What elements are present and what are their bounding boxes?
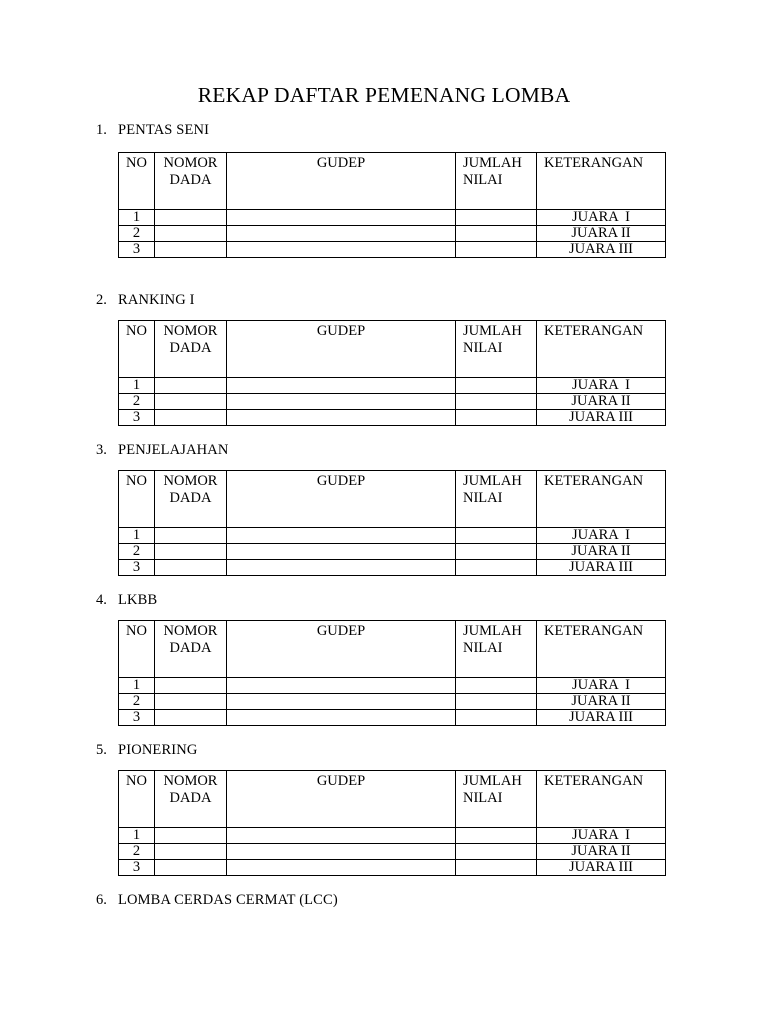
section-number: 5. (96, 742, 107, 758)
row-cell-gudep[interactable] (227, 844, 456, 860)
section-heading (0, 890, 768, 910)
row-cell-jumlah-nilai[interactable] (456, 844, 537, 860)
section-heading (0, 740, 768, 760)
row-cell-jumlah-nilai[interactable] (456, 410, 537, 426)
row-cell-gudep[interactable] (227, 678, 456, 694)
table-header-no: NO (119, 771, 155, 828)
table-header-nomor-dada: NOMOR DADA (155, 771, 227, 828)
row-cell-keterangan: JUARA I (537, 528, 666, 544)
section-label: PENTAS SENI (118, 122, 210, 138)
table-header-jumlah-nilai: JUMLAH NILAI (456, 771, 537, 828)
table-row (119, 378, 666, 394)
table-header-jumlah-nilai: JUMLAH NILAI (456, 321, 537, 378)
row-cell-jumlah-nilai[interactable] (456, 828, 537, 844)
section-number: 3. (96, 442, 107, 458)
row-cell-keterangan: JUARA III (537, 410, 666, 426)
section-2 (0, 290, 768, 425)
row-cell-keterangan: JUARA III (537, 560, 666, 576)
table-row (119, 860, 666, 876)
row-cell-nomor-dada[interactable] (155, 560, 227, 576)
table-row (119, 844, 666, 860)
table-row (119, 678, 666, 694)
row-cell-no: 3 (119, 710, 155, 726)
row-cell-jumlah-nilai[interactable] (456, 528, 537, 544)
section-4 (0, 590, 768, 725)
row-cell-nomor-dada[interactable] (155, 410, 227, 426)
table-header-nomor-dada: NOMOR DADA (155, 153, 227, 210)
row-cell-jumlah-nilai[interactable] (456, 694, 537, 710)
table-row (119, 210, 666, 226)
row-cell-keterangan: JUARA III (537, 860, 666, 876)
section-3 (0, 440, 768, 575)
row-cell-no: 3 (119, 242, 155, 258)
row-cell-no: 2 (119, 226, 155, 242)
table-row (119, 410, 666, 426)
row-cell-nomor-dada[interactable] (155, 378, 227, 394)
row-cell-keterangan: JUARA III (537, 242, 666, 258)
row-cell-no: 1 (119, 828, 155, 844)
table-header-row (119, 621, 666, 678)
row-cell-nomor-dada[interactable] (155, 710, 227, 726)
table-row (119, 560, 666, 576)
table-header-row (119, 321, 666, 378)
row-cell-jumlah-nilai[interactable] (456, 378, 537, 394)
table-header-nomor-dada: NOMOR DADA (155, 621, 227, 678)
row-cell-no: 1 (119, 678, 155, 694)
section-label: LOMBA CERDAS CERMAT (LCC) (118, 892, 338, 908)
section-number: 4. (96, 592, 107, 608)
section-5 (0, 740, 768, 875)
row-cell-keterangan: JUARA II (537, 694, 666, 710)
table-row (119, 242, 666, 258)
table-header-jumlah-nilai: JUMLAH NILAI (456, 471, 537, 528)
row-cell-gudep[interactable] (227, 860, 456, 876)
table-row (119, 544, 666, 560)
row-cell-keterangan: JUARA I (537, 828, 666, 844)
table-row (119, 226, 666, 242)
table-header-nomor-dada: NOMOR DADA (155, 321, 227, 378)
table-header-keterangan: KETERANGAN (537, 771, 666, 828)
row-cell-gudep[interactable] (227, 410, 456, 426)
row-cell-jumlah-nilai[interactable] (456, 544, 537, 560)
table-row (119, 394, 666, 410)
row-cell-keterangan: JUARA III (537, 710, 666, 726)
table-header-keterangan: KETERANGAN (537, 621, 666, 678)
section-label: PIONERING (118, 742, 198, 758)
row-cell-no: 2 (119, 694, 155, 710)
row-cell-nomor-dada[interactable] (155, 694, 227, 710)
row-cell-no: 1 (119, 528, 155, 544)
row-cell-nomor-dada[interactable] (155, 226, 227, 242)
table-header-gudep: GUDEP (227, 471, 456, 528)
row-cell-gudep[interactable] (227, 560, 456, 576)
winners-table (118, 470, 666, 576)
row-cell-gudep[interactable] (227, 544, 456, 560)
section-number: 1. (96, 122, 107, 138)
row-cell-jumlah-nilai[interactable] (456, 242, 537, 258)
table-header-row (119, 771, 666, 828)
section-6 (0, 890, 768, 910)
table-header-gudep: GUDEP (227, 771, 456, 828)
row-cell-no: 1 (119, 378, 155, 394)
section-label: LKBB (118, 592, 158, 608)
row-cell-keterangan: JUARA I (537, 678, 666, 694)
row-cell-jumlah-nilai[interactable] (456, 560, 537, 576)
table-header-keterangan: KETERANGAN (537, 153, 666, 210)
row-cell-gudep[interactable] (227, 828, 456, 844)
row-cell-nomor-dada[interactable] (155, 394, 227, 410)
table-header-gudep: GUDEP (227, 321, 456, 378)
row-cell-no: 3 (119, 560, 155, 576)
row-cell-jumlah-nilai[interactable] (456, 678, 537, 694)
row-cell-gudep[interactable] (227, 242, 456, 258)
table-header-row (119, 471, 666, 528)
row-cell-gudep[interactable] (227, 694, 456, 710)
row-cell-no: 3 (119, 410, 155, 426)
row-cell-nomor-dada[interactable] (155, 844, 227, 860)
row-cell-no: 2 (119, 544, 155, 560)
section-label: RANKING I (118, 292, 195, 308)
row-cell-keterangan: JUARA I (537, 378, 666, 394)
row-cell-keterangan: JUARA II (537, 544, 666, 560)
winners-table (118, 620, 666, 726)
row-cell-no: 2 (119, 394, 155, 410)
table-header-gudep: GUDEP (227, 621, 456, 678)
section-1 (0, 120, 768, 257)
table-header-keterangan: KETERANGAN (537, 471, 666, 528)
table-header-no: NO (119, 153, 155, 210)
table-header-no: NO (119, 621, 155, 678)
row-cell-gudep[interactable] (227, 378, 456, 394)
table-header-no: NO (119, 321, 155, 378)
row-cell-jumlah-nilai[interactable] (456, 860, 537, 876)
row-cell-keterangan: JUARA I (537, 210, 666, 226)
row-cell-gudep[interactable] (227, 210, 456, 226)
row-cell-no: 1 (119, 210, 155, 226)
row-cell-keterangan: JUARA II (537, 394, 666, 410)
row-cell-jumlah-nilai[interactable] (456, 210, 537, 226)
table-row (119, 710, 666, 726)
row-cell-nomor-dada[interactable] (155, 544, 227, 560)
row-cell-nomor-dada[interactable] (155, 678, 227, 694)
table-row (119, 528, 666, 544)
row-cell-jumlah-nilai[interactable] (456, 394, 537, 410)
section-heading (0, 440, 768, 460)
row-cell-no: 2 (119, 844, 155, 860)
table-row (119, 828, 666, 844)
row-cell-keterangan: JUARA II (537, 226, 666, 242)
winners-table (118, 152, 666, 258)
section-heading (0, 120, 768, 140)
row-cell-gudep[interactable] (227, 528, 456, 544)
row-cell-no: 3 (119, 860, 155, 876)
table-header-no: NO (119, 471, 155, 528)
row-cell-jumlah-nilai[interactable] (456, 226, 537, 242)
table-header-jumlah-nilai: JUMLAH NILAI (456, 153, 537, 210)
row-cell-nomor-dada[interactable] (155, 242, 227, 258)
row-cell-gudep[interactable] (227, 710, 456, 726)
section-heading (0, 290, 768, 310)
row-cell-keterangan: JUARA II (537, 844, 666, 860)
winners-table (118, 320, 666, 426)
table-header-jumlah-nilai: JUMLAH NILAI (456, 621, 537, 678)
table-header-row (119, 153, 666, 210)
page-title: REKAP DAFTAR PEMENANG LOMBA (197, 83, 571, 107)
table-header-gudep: GUDEP (227, 153, 456, 210)
row-cell-nomor-dada[interactable] (155, 860, 227, 876)
section-number: 2. (96, 292, 107, 308)
section-heading (0, 590, 768, 610)
row-cell-nomor-dada[interactable] (155, 210, 227, 226)
section-label: PENJELAJAHAN (118, 442, 229, 458)
row-cell-gudep[interactable] (227, 394, 456, 410)
table-header-keterangan: KETERANGAN (537, 321, 666, 378)
table-header-nomor-dada: NOMOR DADA (155, 471, 227, 528)
winners-table (118, 770, 666, 876)
section-number: 6. (96, 892, 107, 908)
row-cell-nomor-dada[interactable] (155, 528, 227, 544)
table-row (119, 694, 666, 710)
row-cell-nomor-dada[interactable] (155, 828, 227, 844)
row-cell-jumlah-nilai[interactable] (456, 710, 537, 726)
row-cell-gudep[interactable] (227, 226, 456, 242)
